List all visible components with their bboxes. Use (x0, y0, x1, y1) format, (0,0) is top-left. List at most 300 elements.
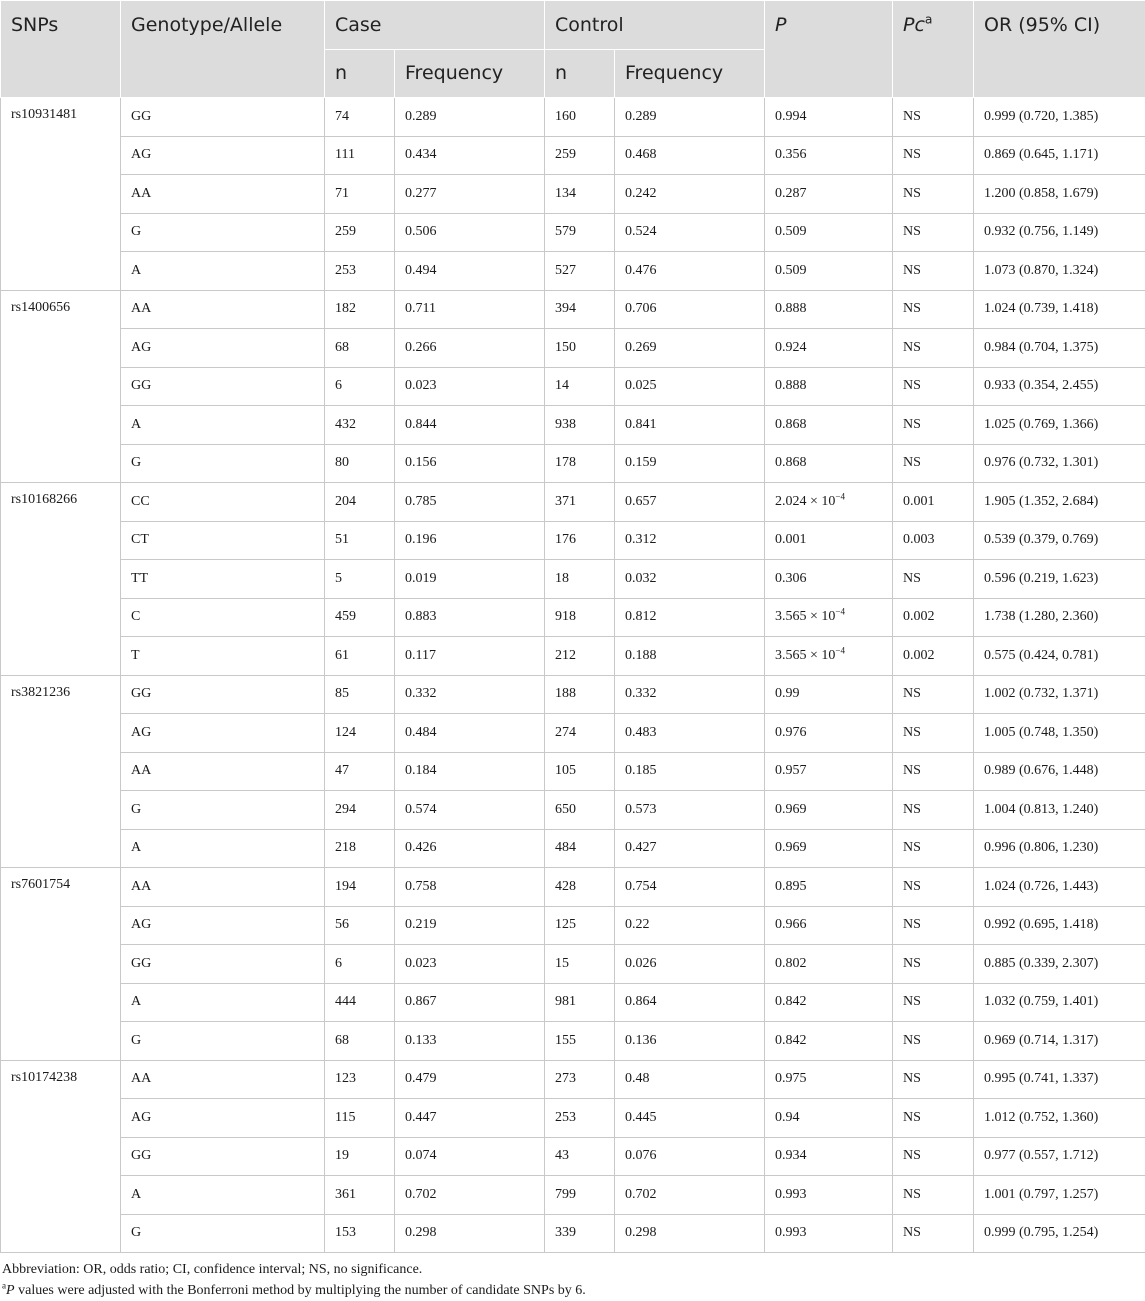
p-value-cell: 0.888 (765, 367, 893, 406)
case-n-cell: 259 (325, 213, 395, 252)
pc-value-cell: NS (893, 945, 974, 984)
case-n-cell: 6 (325, 367, 395, 406)
control-n-cell: 15 (545, 945, 615, 984)
p-value-cell: 0.895 (765, 868, 893, 907)
table-row (1, 252, 1145, 291)
pc-value-cell: 0.001 (893, 483, 974, 522)
table-row (1, 906, 1145, 945)
pc-value-cell: NS (893, 868, 974, 907)
control-frequency-cell: 0.025 (615, 367, 765, 406)
case-frequency-cell: 0.426 (395, 829, 545, 868)
control-frequency-cell: 0.524 (615, 213, 765, 252)
odds-ratio-cell: 0.539 (0.379, 0.769) (974, 521, 1145, 560)
header-control-frequency: Frequency (615, 50, 765, 98)
header-p: P (765, 1, 893, 98)
case-frequency-cell: 0.758 (395, 868, 545, 907)
odds-ratio-cell: 0.999 (0.795, 1.254) (974, 1214, 1145, 1253)
genotype-cell: AA (121, 175, 325, 214)
genotype-cell: GG (121, 1137, 325, 1176)
case-frequency-cell: 0.219 (395, 906, 545, 945)
control-n-cell: 253 (545, 1099, 615, 1138)
genotype-cell: AA (121, 290, 325, 329)
case-n-cell: 47 (325, 752, 395, 791)
control-frequency-cell: 0.332 (615, 675, 765, 714)
case-frequency-cell: 0.711 (395, 290, 545, 329)
case-n-cell: 56 (325, 906, 395, 945)
p-value-cell: 0.001 (765, 521, 893, 560)
table-row (1, 329, 1145, 368)
pc-value-cell: NS (893, 444, 974, 483)
odds-ratio-cell: 1.025 (0.769, 1.366) (974, 406, 1145, 445)
control-n-cell: 125 (545, 906, 615, 945)
case-n-cell: 253 (325, 252, 395, 291)
p-value-cell: 0.802 (765, 945, 893, 984)
control-frequency-cell: 0.706 (615, 290, 765, 329)
genotype-cell: GG (121, 367, 325, 406)
case-frequency-cell: 0.883 (395, 598, 545, 637)
table-row (1, 675, 1145, 714)
odds-ratio-cell: 1.024 (0.739, 1.418) (974, 290, 1145, 329)
pc-value-cell: NS (893, 290, 974, 329)
odds-ratio-cell: 1.024 (0.726, 1.443) (974, 868, 1145, 907)
case-frequency-cell: 0.479 (395, 1060, 545, 1099)
genotype-cell: AA (121, 868, 325, 907)
p-value-cell: 0.924 (765, 329, 893, 368)
control-n-cell: 799 (545, 1176, 615, 1215)
control-n-cell: 938 (545, 406, 615, 445)
case-frequency-cell: 0.074 (395, 1137, 545, 1176)
pc-value-cell: NS (893, 136, 974, 175)
p-value-cell: 0.934 (765, 1137, 893, 1176)
table-row (1, 1060, 1145, 1099)
odds-ratio-cell: 1.004 (0.813, 1.240) (974, 791, 1145, 830)
case-n-cell: 444 (325, 983, 395, 1022)
case-n-cell: 6 (325, 945, 395, 984)
case-n-cell: 85 (325, 675, 395, 714)
case-n-cell: 361 (325, 1176, 395, 1215)
genotype-cell: TT (121, 560, 325, 599)
table-row (1, 1022, 1145, 1061)
control-frequency-cell: 0.298 (615, 1214, 765, 1253)
table-row (1, 714, 1145, 753)
case-frequency-cell: 0.266 (395, 329, 545, 368)
case-n-cell: 19 (325, 1137, 395, 1176)
pc-value-cell: NS (893, 175, 974, 214)
control-n-cell: 428 (545, 868, 615, 907)
table-row (1, 598, 1145, 637)
table-row (1, 637, 1145, 676)
pc-value-cell: NS (893, 1176, 974, 1215)
genotype-cell: G (121, 444, 325, 483)
control-n-cell: 259 (545, 136, 615, 175)
pc-value-cell: NS (893, 367, 974, 406)
case-n-cell: 74 (325, 98, 395, 137)
genotype-cell: A (121, 252, 325, 291)
genotype-cell: GG (121, 675, 325, 714)
case-frequency-cell: 0.844 (395, 406, 545, 445)
genotype-cell: G (121, 213, 325, 252)
control-n-cell: 134 (545, 175, 615, 214)
pc-value-cell: NS (893, 213, 974, 252)
p-value-base: 3.565 × 10 (775, 609, 835, 624)
control-frequency-cell: 0.48 (615, 1060, 765, 1099)
p-value-cell: 0.994 (765, 98, 893, 137)
genotype-cell: A (121, 983, 325, 1022)
table-row (1, 945, 1145, 984)
genotype-cell: C (121, 598, 325, 637)
control-n-cell: 176 (545, 521, 615, 560)
footnote-p: P (6, 1283, 15, 1298)
header-pc-label: Pc (903, 14, 925, 36)
control-n-cell: 579 (545, 213, 615, 252)
pc-value-cell: NS (893, 675, 974, 714)
header-or: OR (95% CI) (974, 1, 1145, 98)
genotype-cell: AG (121, 714, 325, 753)
control-n-cell: 178 (545, 444, 615, 483)
p-value-cell: 0.868 (765, 406, 893, 445)
table-row (1, 1176, 1145, 1215)
snp-id-cell: rs10168266 (1, 483, 121, 676)
case-n-cell: 204 (325, 483, 395, 522)
table-row (1, 136, 1145, 175)
case-frequency-cell: 0.298 (395, 1214, 545, 1253)
control-n-cell: 18 (545, 560, 615, 599)
genotype-cell: G (121, 791, 325, 830)
odds-ratio-cell: 0.976 (0.732, 1.301) (974, 444, 1145, 483)
case-frequency-cell: 0.785 (395, 483, 545, 522)
table-row (1, 752, 1145, 791)
odds-ratio-cell: 1.032 (0.759, 1.401) (974, 983, 1145, 1022)
odds-ratio-cell: 0.977 (0.557, 1.712) (974, 1137, 1145, 1176)
control-frequency-cell: 0.136 (615, 1022, 765, 1061)
control-n-cell: 273 (545, 1060, 615, 1099)
control-frequency-cell: 0.812 (615, 598, 765, 637)
control-frequency-cell: 0.657 (615, 483, 765, 522)
case-n-cell: 68 (325, 329, 395, 368)
header-case-n: n (325, 50, 395, 98)
case-frequency-cell: 0.196 (395, 521, 545, 560)
pc-value-cell: NS (893, 406, 974, 445)
case-n-cell: 432 (325, 406, 395, 445)
pc-value-cell: NS (893, 329, 974, 368)
control-n-cell: 188 (545, 675, 615, 714)
control-frequency-cell: 0.702 (615, 1176, 765, 1215)
pc-value-cell: NS (893, 983, 974, 1022)
pc-value-cell: NS (893, 98, 974, 137)
case-n-cell: 153 (325, 1214, 395, 1253)
snp-id-cell: rs10931481 (1, 98, 121, 291)
odds-ratio-cell: 1.738 (1.280, 2.360) (974, 598, 1145, 637)
p-value-cell: 0.509 (765, 252, 893, 291)
p-value-cell: 0.509 (765, 213, 893, 252)
case-frequency-cell: 0.494 (395, 252, 545, 291)
pc-value-cell: NS (893, 906, 974, 945)
p-value-cell: 0.868 (765, 444, 893, 483)
odds-ratio-cell: 0.992 (0.695, 1.418) (974, 906, 1145, 945)
control-frequency-cell: 0.754 (615, 868, 765, 907)
case-frequency-cell: 0.484 (395, 714, 545, 753)
genotype-cell: AA (121, 752, 325, 791)
case-n-cell: 111 (325, 136, 395, 175)
control-frequency-cell: 0.483 (615, 714, 765, 753)
p-value-cell (765, 598, 893, 637)
p-value-exponent: −4 (835, 491, 845, 501)
case-n-cell: 5 (325, 560, 395, 599)
odds-ratio-cell: 0.989 (0.676, 1.448) (974, 752, 1145, 791)
case-n-cell: 61 (325, 637, 395, 676)
pc-value-cell: NS (893, 252, 974, 291)
case-frequency-cell: 0.156 (395, 444, 545, 483)
odds-ratio-cell: 0.933 (0.354, 2.455) (974, 367, 1145, 406)
genotype-cell: CT (121, 521, 325, 560)
odds-ratio-cell: 1.073 (0.870, 1.324) (974, 252, 1145, 291)
case-n-cell: 51 (325, 521, 395, 560)
table-row (1, 1137, 1145, 1176)
case-n-cell: 182 (325, 290, 395, 329)
snp-id-cell: rs1400656 (1, 290, 121, 483)
pc-value-cell: 0.002 (893, 598, 974, 637)
p-value-cell: 0.842 (765, 983, 893, 1022)
case-frequency-cell: 0.702 (395, 1176, 545, 1215)
table-row (1, 406, 1145, 445)
p-value-cell: 0.993 (765, 1214, 893, 1253)
case-frequency-cell: 0.506 (395, 213, 545, 252)
pc-value-cell: NS (893, 829, 974, 868)
control-n-cell: 394 (545, 290, 615, 329)
p-value-cell: 0.969 (765, 791, 893, 830)
snp-id-cell: rs10174238 (1, 1060, 121, 1253)
control-n-cell: 212 (545, 637, 615, 676)
control-frequency-cell: 0.159 (615, 444, 765, 483)
genotype-cell: AA (121, 1060, 325, 1099)
case-frequency-cell: 0.867 (395, 983, 545, 1022)
genotype-cell: G (121, 1214, 325, 1253)
genotype-cell: G (121, 1022, 325, 1061)
p-value-cell: 0.842 (765, 1022, 893, 1061)
control-n-cell: 527 (545, 252, 615, 291)
case-n-cell: 115 (325, 1099, 395, 1138)
control-n-cell: 274 (545, 714, 615, 753)
control-frequency-cell: 0.22 (615, 906, 765, 945)
odds-ratio-cell: 1.001 (0.797, 1.257) (974, 1176, 1145, 1215)
p-value-cell: 0.975 (765, 1060, 893, 1099)
genotype-cell: AG (121, 906, 325, 945)
pc-value-cell: 0.002 (893, 637, 974, 676)
snp-id-cell: rs7601754 (1, 868, 121, 1061)
table-row (1, 1099, 1145, 1138)
table-row (1, 868, 1145, 907)
case-frequency-cell: 0.023 (395, 367, 545, 406)
table-row (1, 444, 1145, 483)
table-footnotes (0, 1253, 1145, 1301)
case-frequency-cell: 0.019 (395, 560, 545, 599)
p-value-cell (765, 483, 893, 522)
pc-value-cell: NS (893, 791, 974, 830)
control-n-cell: 155 (545, 1022, 615, 1061)
genotype-cell: GG (121, 945, 325, 984)
case-n-cell: 194 (325, 868, 395, 907)
p-value-cell: 0.356 (765, 136, 893, 175)
odds-ratio-cell: 1.905 (1.352, 2.684) (974, 483, 1145, 522)
p-value-cell: 0.99 (765, 675, 893, 714)
case-frequency-cell: 0.277 (395, 175, 545, 214)
case-frequency-cell: 0.434 (395, 136, 545, 175)
p-value-cell: 0.94 (765, 1099, 893, 1138)
control-frequency-cell: 0.289 (615, 98, 765, 137)
table-row (1, 1214, 1145, 1253)
control-frequency-cell: 0.841 (615, 406, 765, 445)
p-value-cell: 0.957 (765, 752, 893, 791)
control-n-cell: 150 (545, 329, 615, 368)
control-frequency-cell: 0.864 (615, 983, 765, 1022)
control-frequency-cell: 0.476 (615, 252, 765, 291)
control-frequency-cell: 0.185 (615, 752, 765, 791)
p-value-cell: 0.966 (765, 906, 893, 945)
case-frequency-cell: 0.332 (395, 675, 545, 714)
header-genotype: Genotype/Allele (121, 1, 325, 98)
p-value-cell (765, 637, 893, 676)
odds-ratio-cell: 0.885 (0.339, 2.307) (974, 945, 1145, 984)
p-value-cell: 0.993 (765, 1176, 893, 1215)
case-frequency-cell: 0.133 (395, 1022, 545, 1061)
table-row (1, 521, 1145, 560)
table-row (1, 560, 1145, 599)
odds-ratio-cell: 0.932 (0.756, 1.149) (974, 213, 1145, 252)
table-row (1, 290, 1145, 329)
control-frequency-cell: 0.188 (615, 637, 765, 676)
header-control: Control (545, 1, 765, 50)
p-value-cell: 0.287 (765, 175, 893, 214)
p-value-exponent: −4 (835, 645, 845, 655)
table-row (1, 829, 1145, 868)
control-frequency-cell: 0.032 (615, 560, 765, 599)
genotype-cell: A (121, 829, 325, 868)
odds-ratio-cell: 1.002 (0.732, 1.371) (974, 675, 1145, 714)
pc-value-cell: NS (893, 714, 974, 753)
table-header (1, 1, 1145, 98)
genotype-cell: AG (121, 1099, 325, 1138)
p-value-cell: 0.306 (765, 560, 893, 599)
table-row (1, 98, 1145, 137)
header-pc-sup: a (925, 13, 933, 27)
snp-id-cell: rs3821236 (1, 675, 121, 868)
header-case: Case (325, 1, 545, 50)
case-n-cell: 294 (325, 791, 395, 830)
case-frequency-cell: 0.447 (395, 1099, 545, 1138)
header-case-frequency: Frequency (395, 50, 545, 98)
odds-ratio-cell: 1.005 (0.748, 1.350) (974, 714, 1145, 753)
control-frequency-cell: 0.242 (615, 175, 765, 214)
pc-value-cell: NS (893, 560, 974, 599)
case-n-cell: 459 (325, 598, 395, 637)
genotype-cell: AG (121, 136, 325, 175)
control-frequency-cell: 0.468 (615, 136, 765, 175)
odds-ratio-cell: 0.984 (0.704, 1.375) (974, 329, 1145, 368)
table-row (1, 791, 1145, 830)
case-n-cell: 68 (325, 1022, 395, 1061)
footnote-text: values were adjusted with the Bonferroni method by multiplying the number of candidate SNPs by 6. (15, 1283, 586, 1298)
control-frequency-cell: 0.427 (615, 829, 765, 868)
case-frequency-cell: 0.289 (395, 98, 545, 137)
case-frequency-cell: 0.184 (395, 752, 545, 791)
genotype-cell: T (121, 637, 325, 676)
control-n-cell: 918 (545, 598, 615, 637)
control-n-cell: 14 (545, 367, 615, 406)
odds-ratio-cell: 0.869 (0.645, 1.171) (974, 136, 1145, 175)
header-control-n: n (545, 50, 615, 98)
case-n-cell: 80 (325, 444, 395, 483)
control-frequency-cell: 0.573 (615, 791, 765, 830)
odds-ratio-cell: 0.999 (0.720, 1.385) (974, 98, 1145, 137)
table-row (1, 367, 1145, 406)
table-body (1, 98, 1145, 1253)
genotype-cell: AG (121, 329, 325, 368)
footnote-sup: a (2, 1280, 6, 1290)
control-frequency-cell: 0.026 (615, 945, 765, 984)
genotype-cell: GG (121, 98, 325, 137)
control-n-cell: 160 (545, 98, 615, 137)
footnote-adjustment (2, 1280, 1145, 1301)
control-n-cell: 650 (545, 791, 615, 830)
p-value-cell: 0.976 (765, 714, 893, 753)
table-row (1, 175, 1145, 214)
footnote-abbreviation: Abbreviation: OR, odds ratio; CI, confidence interval; NS, no significance. (2, 1259, 1145, 1280)
odds-ratio-cell: 0.995 (0.741, 1.337) (974, 1060, 1145, 1099)
control-n-cell: 105 (545, 752, 615, 791)
odds-ratio-cell: 0.969 (0.714, 1.317) (974, 1022, 1145, 1061)
pc-value-cell: NS (893, 1022, 974, 1061)
genotype-cell: CC (121, 483, 325, 522)
case-n-cell: 71 (325, 175, 395, 214)
control-n-cell: 484 (545, 829, 615, 868)
control-n-cell: 43 (545, 1137, 615, 1176)
odds-ratio-cell: 0.575 (0.424, 0.781) (974, 637, 1145, 676)
header-pc (893, 1, 974, 98)
genotype-cell: A (121, 1176, 325, 1215)
odds-ratio-cell: 1.012 (0.752, 1.360) (974, 1099, 1145, 1138)
p-value-cell: 0.888 (765, 290, 893, 329)
pc-value-cell: NS (893, 1214, 974, 1253)
odds-ratio-cell: 1.200 (0.858, 1.679) (974, 175, 1145, 214)
case-frequency-cell: 0.574 (395, 791, 545, 830)
case-n-cell: 218 (325, 829, 395, 868)
pc-value-cell: NS (893, 1099, 974, 1138)
p-value-exponent: −4 (835, 607, 845, 617)
case-frequency-cell: 0.117 (395, 637, 545, 676)
case-frequency-cell: 0.023 (395, 945, 545, 984)
control-n-cell: 981 (545, 983, 615, 1022)
case-n-cell: 123 (325, 1060, 395, 1099)
p-value-base: 3.565 × 10 (775, 648, 835, 663)
pc-value-cell: NS (893, 1137, 974, 1176)
control-frequency-cell: 0.445 (615, 1099, 765, 1138)
p-value-cell: 0.969 (765, 829, 893, 868)
table-row (1, 483, 1145, 522)
table-row (1, 983, 1145, 1022)
control-n-cell: 339 (545, 1214, 615, 1253)
control-n-cell: 371 (545, 483, 615, 522)
case-n-cell: 124 (325, 714, 395, 753)
pc-value-cell: NS (893, 1060, 974, 1099)
pc-value-cell: NS (893, 752, 974, 791)
control-frequency-cell: 0.076 (615, 1137, 765, 1176)
p-value-base: 2.024 × 10 (775, 494, 835, 509)
header-snps: SNPs (1, 1, 121, 98)
table-row (1, 213, 1145, 252)
control-frequency-cell: 0.269 (615, 329, 765, 368)
control-frequency-cell: 0.312 (615, 521, 765, 560)
genotype-cell: A (121, 406, 325, 445)
